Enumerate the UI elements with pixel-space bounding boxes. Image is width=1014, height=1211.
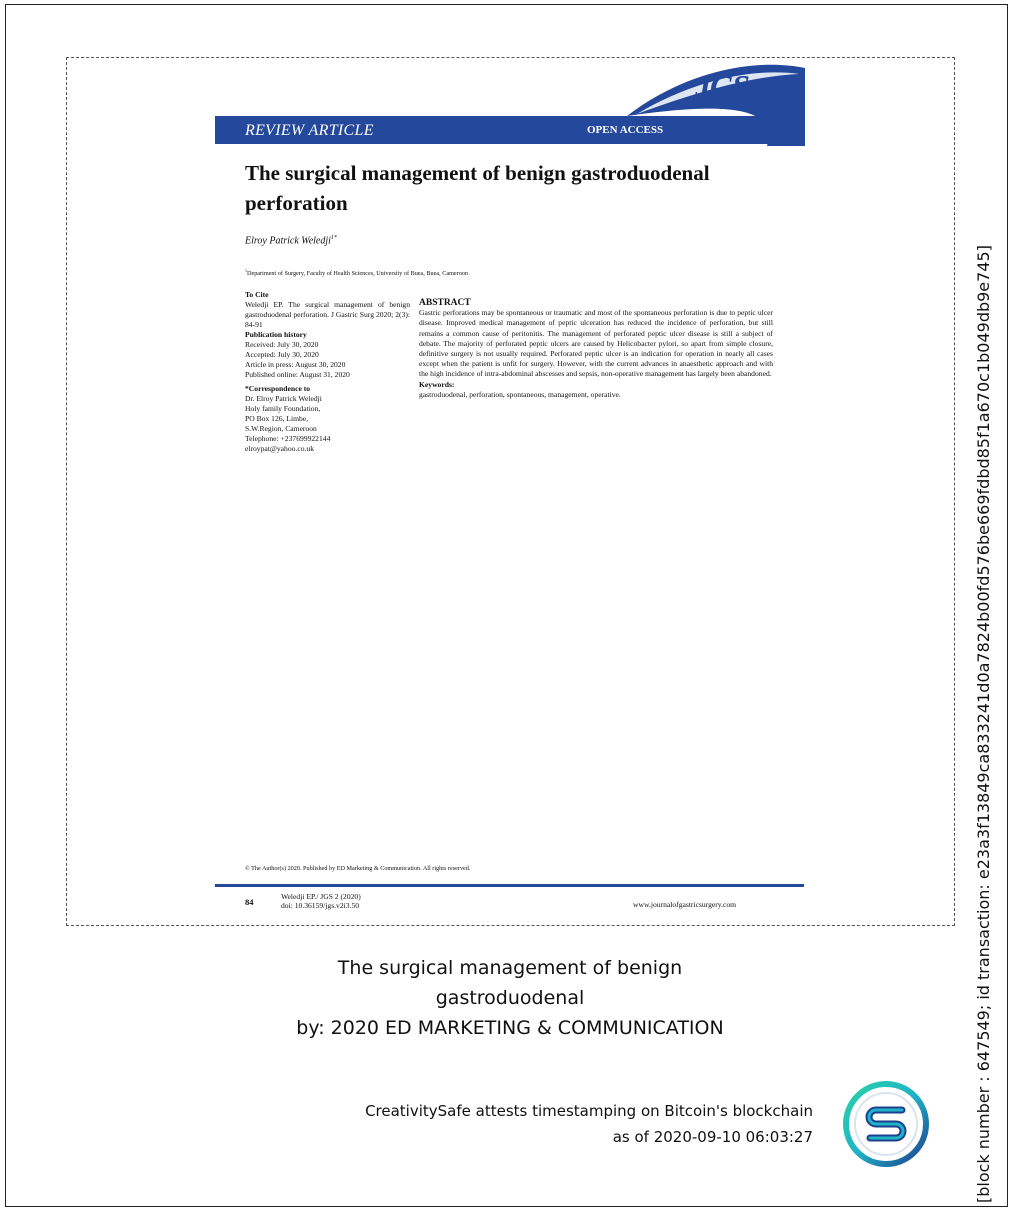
creativitysafe-logo-icon bbox=[840, 1078, 932, 1170]
article-banner bbox=[215, 116, 804, 144]
caption-title-line-2: gastroduodenal bbox=[435, 987, 585, 1009]
affiliation-superscript: 1 bbox=[245, 268, 247, 273]
article-page-preview bbox=[66, 57, 955, 926]
published-date: Published online: August 31, 2020 bbox=[245, 370, 350, 379]
keywords-heading: Keywords: bbox=[419, 379, 455, 389]
abstract-section bbox=[419, 298, 773, 400]
attestation-text bbox=[260, 1098, 813, 1150]
affiliation-text: Department of Surgery, Faculty of Health Sciences, University of Buea, Buea, Cameroon bbox=[247, 270, 468, 278]
correspondence-name: Dr. Elroy Patrick Weledji bbox=[245, 394, 322, 403]
blockchain-transaction-id: [block number : 647549; id transaction: e23a3f13849ca833241d0a7824b00fd576be669fdbd85f1a670c1b049db9e745] bbox=[974, 245, 993, 1203]
correspondence-heading: *Correspondence to bbox=[245, 384, 311, 393]
article-type-label: REVIEW ARTICLE bbox=[245, 122, 374, 139]
journal-logo-text: JGS bbox=[695, 68, 749, 104]
to-cite-heading: To Cite bbox=[245, 290, 269, 299]
correspondence-phone: Telephone: +237699922144 bbox=[245, 434, 331, 443]
article-author bbox=[245, 235, 337, 246]
attestation-timestamp: as of 2020-09-10 06:03:27 bbox=[612, 1128, 813, 1146]
abstract-text: Gastric perforations may be spontaneous or traumatic and most of the spontaneous perforation is due to peptic ulcer disease. Improved medical management of peptic ulceration has reduced the incidence of perforation, but still remains a common cause of peritonitis. The management of perforated peptic ulcer disease is still a subject of debate. The majority of perforated peptic ulcers are caused by Helicobacter pylori, so apart from simple closure, definitive surgery is not usually required. Perforated peptic ulcer is an indication for operation in nearly all cases except when the patient is unfit for surgery. However, with the current advances in anaesthetic approach and with the high incidence of intra-abdominal abscesses and sepsis, non-operative management has largely been abandoned. bbox=[419, 308, 773, 379]
correspondence-address-3: S.W.Region, Cameroon bbox=[245, 424, 317, 433]
footer-doi: doi: 10.36159/jgs.v2i3.50 bbox=[281, 901, 360, 910]
attestation-line-1: CreativitySafe attests timestamping on Bitcoin's blockchain bbox=[365, 1102, 813, 1120]
in-press-date: Article in press: August 30, 2020 bbox=[245, 360, 346, 369]
received-date: Received: July 30, 2020 bbox=[245, 340, 319, 349]
abstract-heading: ABSTRACT bbox=[419, 298, 471, 308]
accepted-date: Accepted: July 30, 2020 bbox=[245, 350, 319, 359]
footer-citation-line-1: Weledji EP./ JGS 2 (2020) bbox=[281, 892, 361, 901]
footer-website: www.journalofgastricsurgery.com bbox=[633, 900, 737, 909]
title-line-1: The surgical management of benign gastroduodenal bbox=[245, 161, 710, 185]
author-name: Elroy Patrick Weledji bbox=[245, 235, 331, 247]
correspondence-address-1: Holy family Foundation, bbox=[245, 404, 321, 413]
page-number: 84 bbox=[245, 897, 254, 907]
open-access-label: OPEN ACCESS bbox=[587, 124, 664, 136]
author-superscript: 1* bbox=[330, 235, 337, 241]
correspondence-email: elroypat@yahoo.co.uk bbox=[245, 444, 314, 453]
correspondence-address-2: PO Box 126, Limbe, bbox=[245, 414, 309, 423]
title-line-2: perforation bbox=[245, 191, 348, 215]
affiliation bbox=[245, 268, 468, 277]
to-cite-text: Weledji EP. The surgical management of benign gastroduodenal perforation. J Gastric Surg 2020; 2(3): 84-91 bbox=[245, 300, 410, 329]
copyright-notice: © The Author(s) 2020. Published by ED Marketing & Communication. All rights reserved. bbox=[245, 865, 471, 872]
footer-citation bbox=[281, 892, 361, 910]
article-title bbox=[245, 158, 805, 218]
keywords-text: gastroduodenal, perforation, spontaneous, management, operative. bbox=[419, 389, 621, 399]
article-sidebar bbox=[245, 290, 410, 454]
caption-title-line-1: The surgical management of benign bbox=[337, 957, 683, 979]
publication-history-heading: Publication history bbox=[245, 330, 307, 339]
caption-author: by: 2020 ED MARKETING & COMMUNICATION bbox=[296, 1017, 724, 1039]
footer-divider bbox=[215, 884, 804, 887]
work-caption bbox=[260, 953, 760, 1043]
